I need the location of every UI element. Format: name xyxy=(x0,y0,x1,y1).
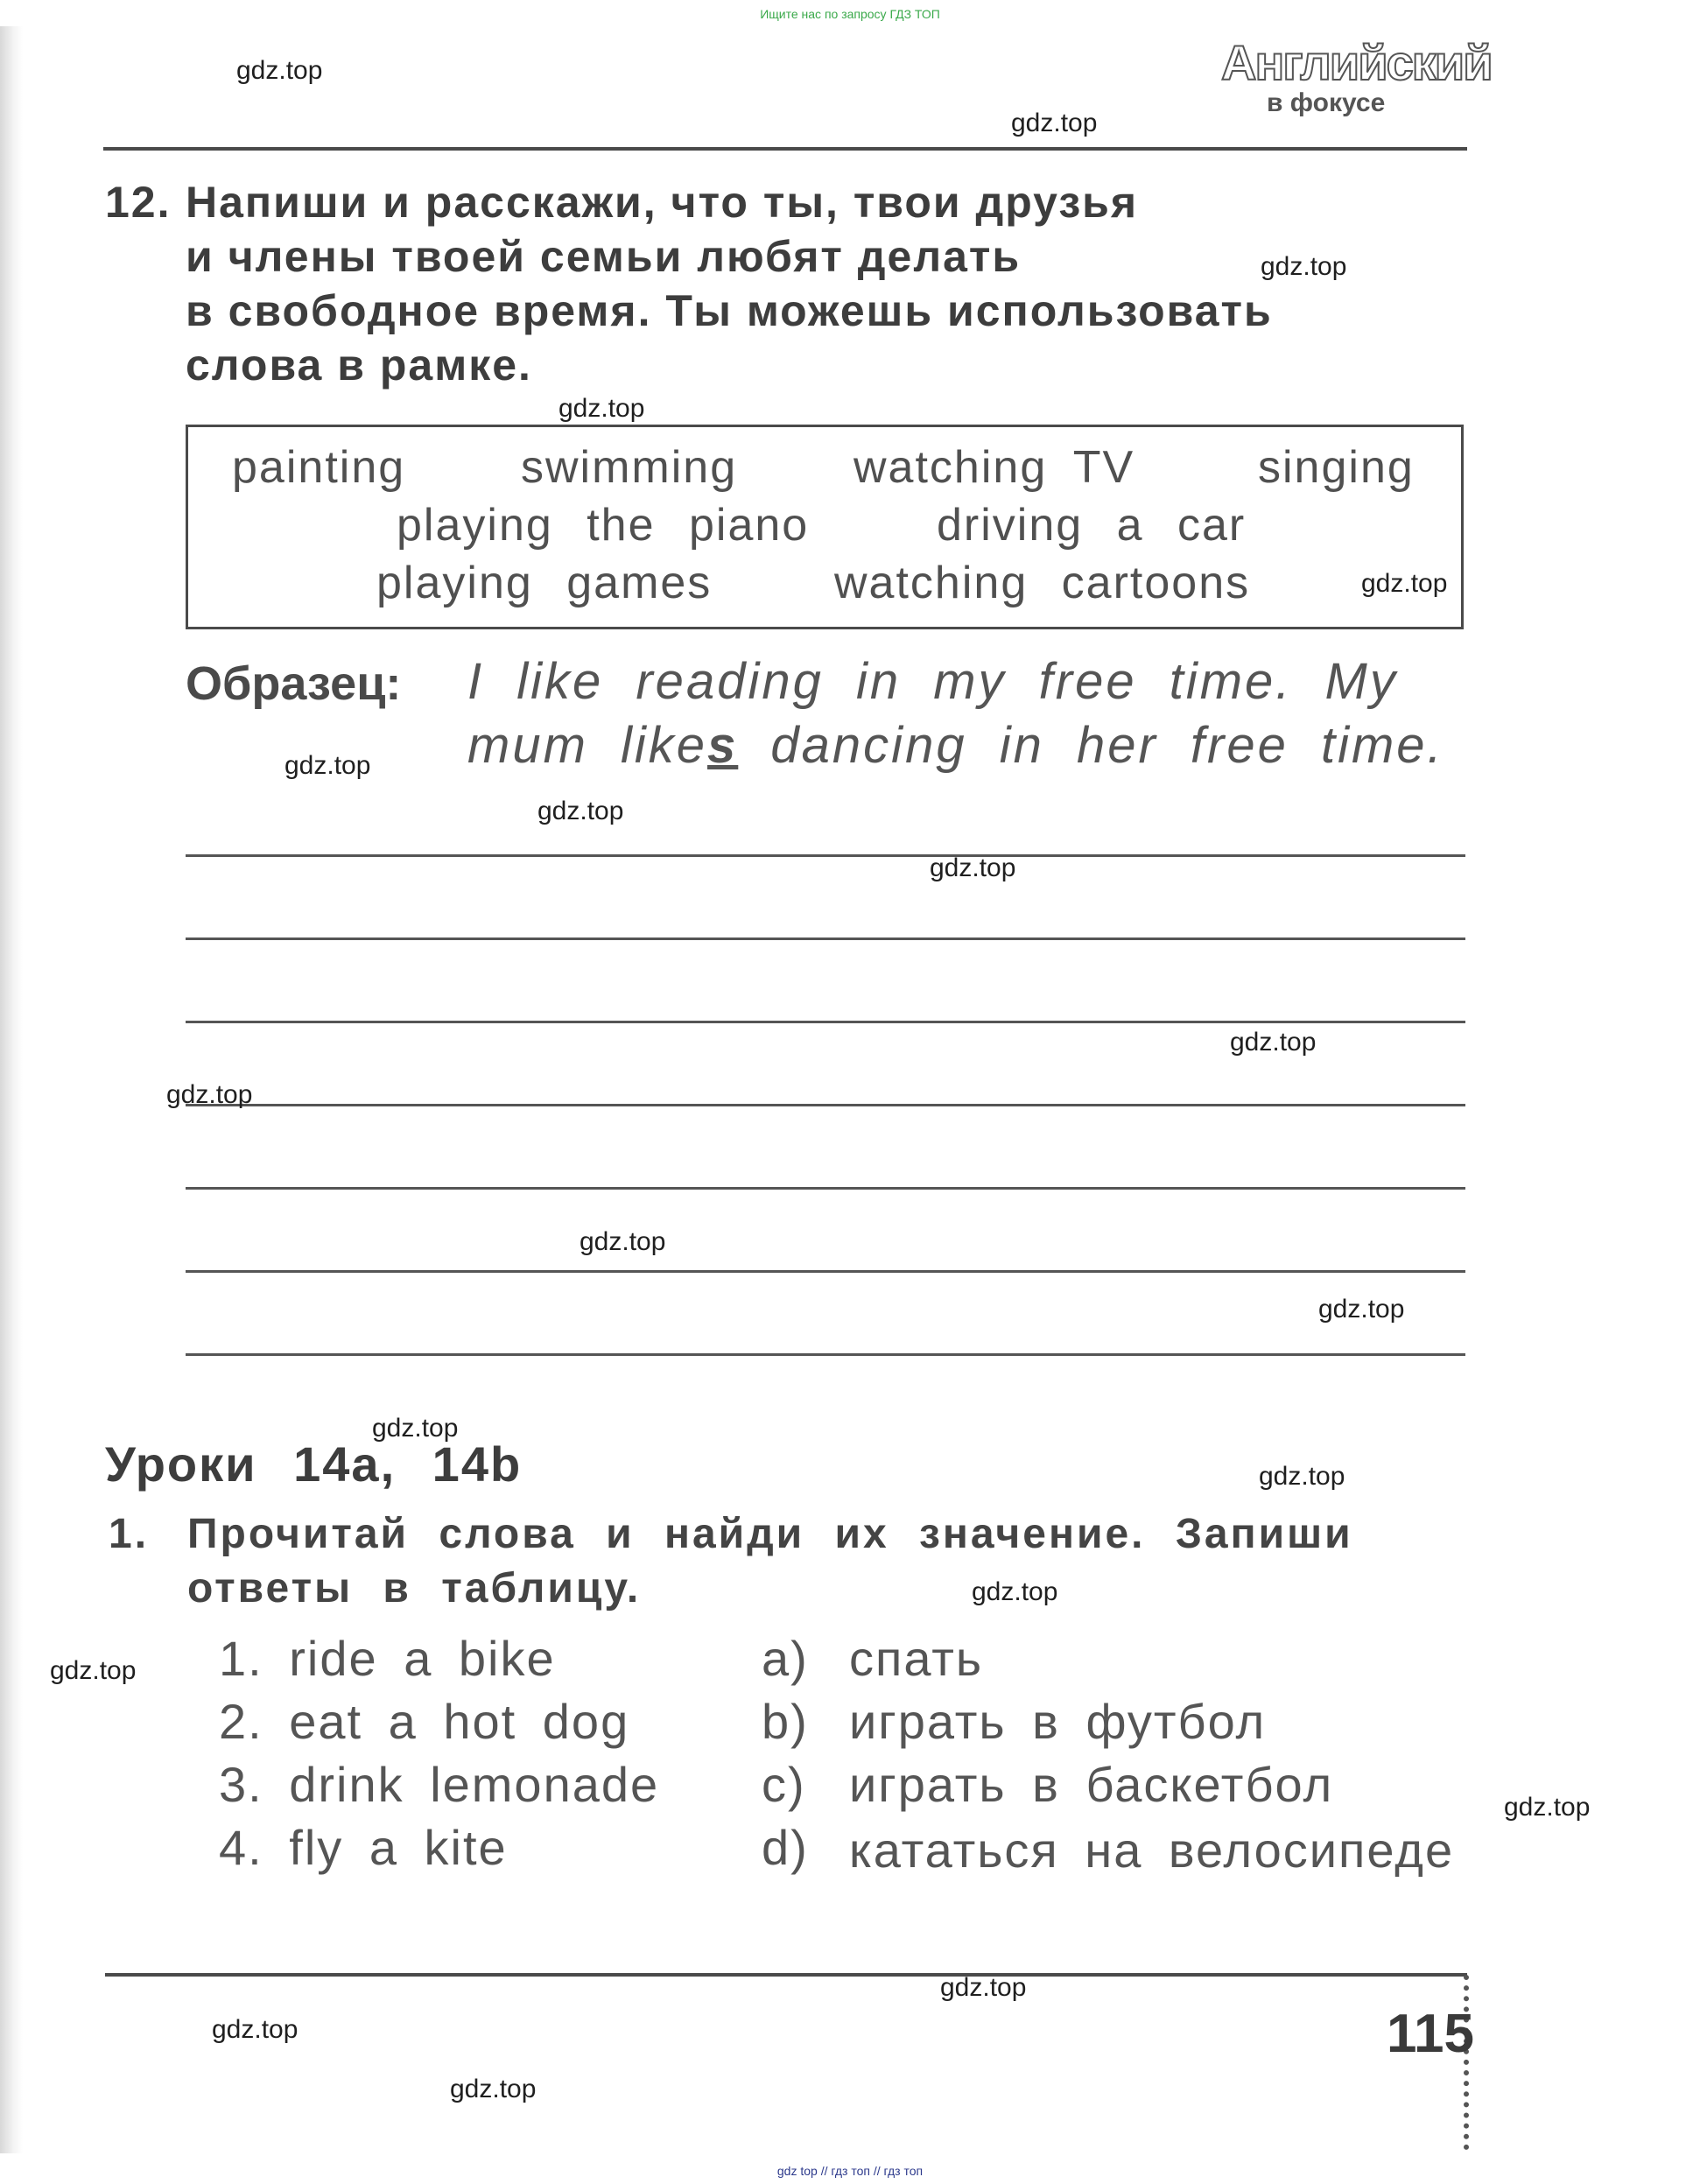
russian-item-c: играть в баскетбол xyxy=(849,1757,1334,1812)
watermark: gdz.top xyxy=(580,1227,666,1256)
watermark: gdz.top xyxy=(1230,1028,1317,1057)
watermark: gdz.top xyxy=(1361,569,1448,598)
answer-letter-c: c) xyxy=(762,1757,806,1812)
watermark: gdz.top xyxy=(537,797,624,825)
word-watching-tv: watching TV xyxy=(854,442,1135,493)
watermark: gdz.top xyxy=(1504,1793,1591,1822)
sample-line-2 xyxy=(467,716,1444,775)
russian-item-d: кататься на велосипеде xyxy=(849,1822,1455,1878)
word-playing-piano: playing the piano xyxy=(397,500,810,551)
page-edge-shadow xyxy=(0,26,23,2153)
exercise-number: 12. xyxy=(105,178,172,227)
page-number: 115 xyxy=(1386,2004,1474,2064)
exercise-text: Напиши и расскажи, что ты, твои друзья и члены твоей семьи любят делать в свободное время. Ты можешь использовать слова в рамке. xyxy=(186,178,1273,390)
watermark: gdz.top xyxy=(930,853,1016,882)
watermark: gdz.top xyxy=(450,2075,537,2103)
sample-emphasis: s xyxy=(707,717,739,774)
textbook-logo xyxy=(1221,35,1492,117)
watermark: gdz.top xyxy=(972,1577,1058,1606)
word-singing: singing xyxy=(1258,442,1415,493)
footer-rule xyxy=(105,1973,1467,1977)
watermark: gdz.top xyxy=(50,1656,137,1685)
watermark: gdz.top xyxy=(212,2015,299,2044)
writing-line xyxy=(186,1021,1465,1023)
english-item-1: 1. ride a bike xyxy=(219,1631,556,1686)
sample-line-2-end: dancing in her free time. xyxy=(738,717,1444,774)
answer-letter-d: d) xyxy=(762,1820,809,1875)
header-rule xyxy=(103,147,1467,151)
watermark: gdz.top xyxy=(236,56,323,85)
english-item-4: 4. fly a kite xyxy=(219,1820,508,1875)
watermark: gdz.top xyxy=(1259,1462,1345,1491)
writing-line xyxy=(186,938,1465,940)
writing-line xyxy=(186,1270,1465,1273)
watermark: gdz.top xyxy=(1011,109,1098,137)
watermark: gdz.top xyxy=(1318,1295,1405,1324)
word-playing-games: playing games xyxy=(376,558,713,608)
sample-line-2-start: mum like xyxy=(467,717,708,774)
lesson-heading: Уроки 14a, 14b xyxy=(105,1436,523,1492)
watermark: gdz.top xyxy=(558,394,645,423)
word-box xyxy=(186,425,1464,629)
word-driving-car: driving a car xyxy=(937,500,1247,551)
word-watching-cartoons: watching cartoons xyxy=(834,558,1251,608)
bottom-banner: gdz top // гдз топ // гдз топ xyxy=(776,2164,924,2178)
writing-line xyxy=(186,1187,1465,1190)
logo-subtitle: в фокусе xyxy=(1267,88,1386,117)
sample-label: Образец: xyxy=(186,657,402,710)
exercise-1-text: Прочитай слова и найди их значение. Запиши ответы в таблицу. xyxy=(187,1511,1353,1612)
word-painting: painting xyxy=(232,442,406,493)
watermark: gdz.top xyxy=(285,751,371,780)
sample-line-1: I like reading in my free time. My xyxy=(467,653,1398,710)
russian-item-b: играть в футбол xyxy=(849,1694,1267,1749)
watermark: gdz.top xyxy=(372,1414,459,1443)
answer-letter-b: b) xyxy=(762,1694,809,1749)
top-banner: Ищите нас по запросу ГДЗ ТОП xyxy=(760,7,940,21)
watermark: gdz.top xyxy=(166,1080,253,1109)
word-swimming: swimming xyxy=(521,442,738,493)
watermark: gdz.top xyxy=(1261,252,1347,281)
english-item-3: 3. drink lemonade xyxy=(219,1757,660,1812)
exercise-1-number: 1. xyxy=(109,1511,150,1557)
answer-letter-a: a) xyxy=(762,1631,809,1686)
logo-title: Английский xyxy=(1221,35,1492,90)
writing-line xyxy=(186,1104,1465,1106)
english-item-2: 2. eat a hot dog xyxy=(219,1694,630,1749)
russian-item-a: спать xyxy=(849,1631,984,1686)
writing-line xyxy=(186,854,1465,857)
watermark: gdz.top xyxy=(940,1973,1027,2002)
writing-line xyxy=(186,1353,1465,1356)
